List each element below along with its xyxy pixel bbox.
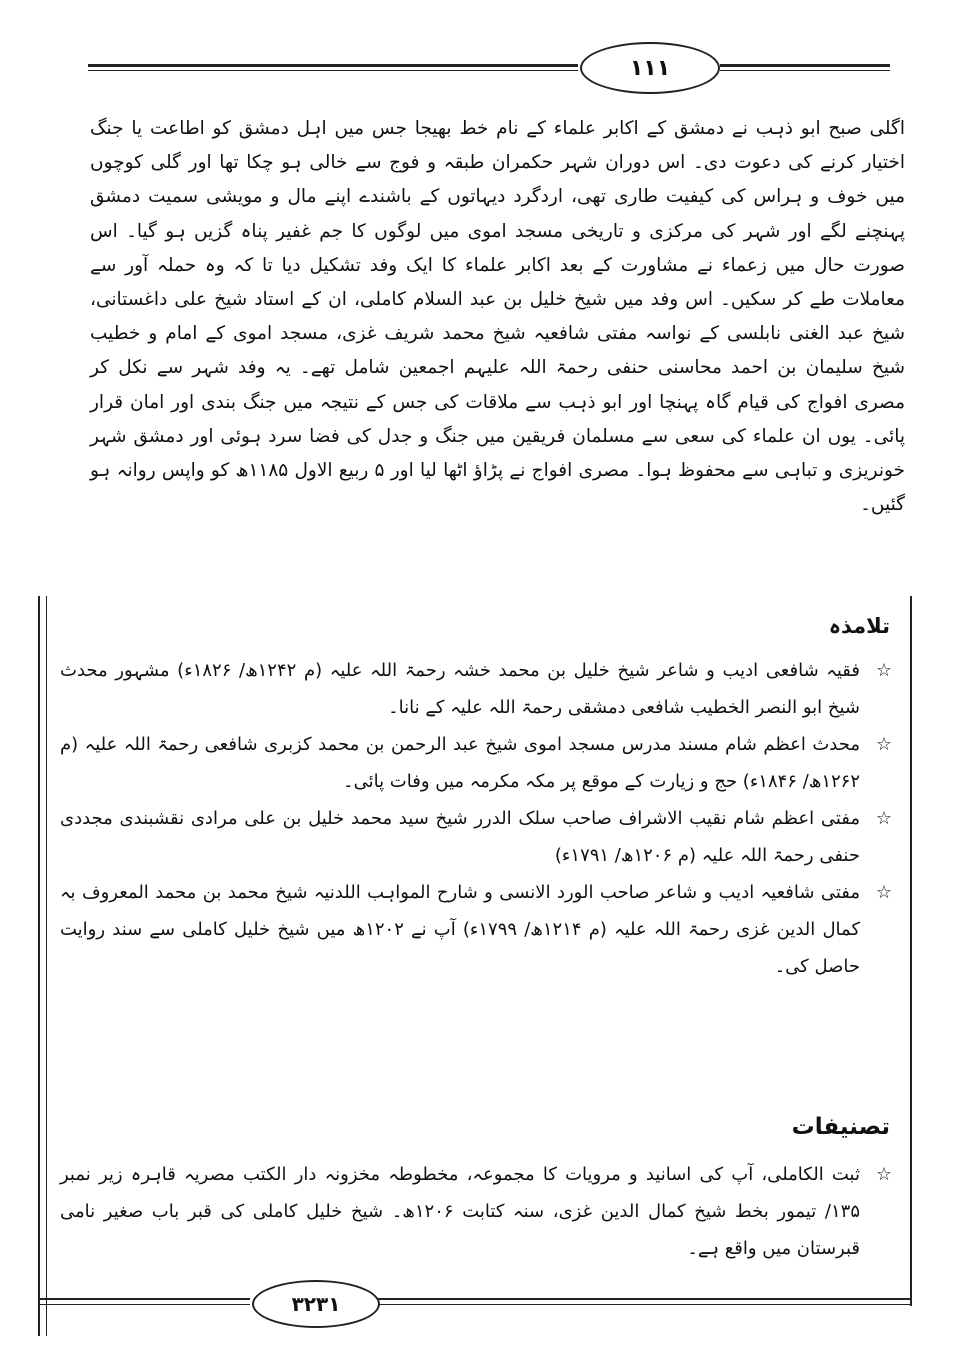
list-item: ☆ ثبت الکاملی، آپ کی اسانید و مرویات کا مجموعہ، مخطوطہ مخزونہ دار الکتب مصریہ قاہرہ زیر نمبر ۱۳۵/ تیمور بخط شیخ کمال الدین غزی، سنہ کتابت ۱۲۰۶ھ۔ شیخ خلیل کاملی کی قبر باب صغیر نامی قبرستان میں واقع ہے۔ — [60, 1156, 892, 1267]
bottom-rule-left-thin — [40, 1304, 250, 1305]
list-item: ☆ مفتی اعظم شام نقیب الاشراف صاحب سلک الدرر شیخ سید محمد خلیل بن علی مرادی نقشبندی مجددی حنفی رحمۃ اللہ علیہ (م ۱۲۰۶ھ/ ۱۷۹۱ء) — [60, 800, 892, 874]
top-rule-left-thin — [88, 70, 578, 71]
right-border — [910, 596, 912, 1306]
star-outline-icon: ☆ — [875, 882, 892, 903]
bottom-rule-right-thin — [378, 1304, 912, 1305]
section-heading-works: تصنیفات — [791, 1114, 890, 1140]
bottom-rule-left — [40, 1298, 250, 1300]
list-item: ☆ مفتی شافعیہ ادیب و شاعر صاحب الورد الانسی و شارح المواہب اللدنیہ شیخ محمد بن محمد المعروف بہ کمال الدین غزی رحمۃ اللہ علیہ (م ۱۲۱۴ھ/ ۱۷۹۹ء) آپ نے ۱۲۰۲ھ میں شیخ خلیل کاملی سے سند روایت حاصل کی۔ — [60, 874, 892, 985]
star-outline-icon: ☆ — [875, 808, 892, 829]
top-rule-left — [88, 64, 578, 67]
top-rule-right-thin — [720, 70, 890, 71]
star-outline-icon: ☆ — [875, 660, 892, 681]
list-item: ☆ فقیہ شافعی ادیب و شاعر شیخ خلیل بن محمد خشہ رحمۃ اللہ علیہ (م ۱۲۴۲ھ/ ۱۸۲۶ء) مشہور محدث شیخ ابو النصر الخطیب شافعی دمشقی رحمۃ اللہ علیہ کے نانا۔ — [60, 652, 892, 726]
page-number-bottom: ٣٢٣١ — [252, 1280, 380, 1328]
bottom-rule-right — [378, 1298, 912, 1300]
star-outline-icon: ☆ — [875, 734, 892, 755]
left-border — [38, 596, 40, 1336]
page-number-top: ١١١ — [580, 42, 720, 94]
section-heading-students: تلامذہ — [828, 614, 890, 638]
left-border-inner — [46, 596, 47, 1336]
list-item: ☆ محدث اعظم شام مسند مدرس مسجد اموی شیخ عبد الرحمن بن محمد کزبری شافعی رحمۃ اللہ علیہ (م ۱۲۶۲ھ/ ۱۸۴۶ء) حج و زیارت کے موقع پر مکہ مکرمہ میں وفات پائی۔ — [60, 726, 892, 800]
paragraph-text: اگلی صبح ابو ذہب نے دمشق کے اکابر علماء کے نام خط بھیجا جس میں اہل دمشق کو اطاعت یا جنگ اختیار کرنے کی دعوت دی۔ اس دوران شہر حکمران طبقہ و فوج سے خالی ہو چکا تھا اور گلی کوچوں میں خوف و ہراس کی کیفیت طاری تھی، اردگرد دیہاتوں کے باشندے اپنے مال و مویشی سمیت دمشق پہنچنے لگے اور شہر کی مرکزی و تاریخی مسجد اموی میں لوگوں کا جم غفیر پناہ گزیں ہو گیا۔ اس صورت حال میں زعماء نے مشاورت کے بعد اکابر علماء کا ایک وفد تشکیل دیا تا کہ وہ حملہ آور سے معاملات طے کر سکیں۔ اس وفد میں شیخ خلیل بن عبد السلام کاملی، ان کے استاد شیخ علی داغستانی، شیخ عبد الغنی نابلسی کے نواسہ مفتی شافعیہ شیخ محمد شریف غزی، مسجد اموی کے امام و خطیب شیخ سلیمان بن احمد محاسنی حنفی رحمۃ اللہ علیہم اجمعین شامل تھے۔ یہ وفد شہر سے نکل کر مصری افواج کی قیام گاہ پہنچا اور ابو ذہب سے ملاقات کی جس کے نتیجہ میں جنگ بندی اور امان قرار پائی۔ یوں ان علماء کی سعی سے مسلمان فریقین میں جنگ و جدل کی فضا سرد ہوئی اور دمشق شہر خونریزی و تباہی سے محفوظ ہوا۔ مصری افواج نے پڑاؤ اٹھا لیا اور ۵ ربیع الاول ۱۱۸۵ھ کو واپس روانہ ہو گئیں۔ — [90, 118, 905, 516]
body-paragraph — [90, 112, 905, 522]
students-list — [60, 652, 892, 985]
works-list — [60, 1156, 892, 1267]
star-outline-icon: ☆ — [875, 1164, 892, 1185]
top-rule-right — [720, 64, 890, 67]
